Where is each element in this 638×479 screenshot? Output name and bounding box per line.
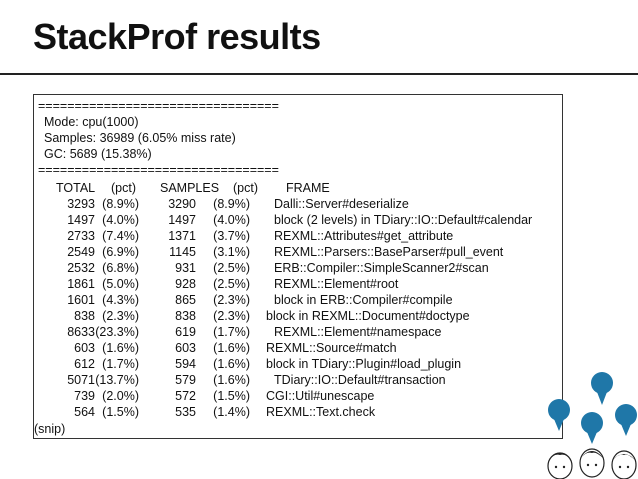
row-frame: TDiary::IO::Default#transaction [274, 373, 446, 387]
gc-line: GC: 5689 (15.38%) [44, 147, 152, 161]
row-total: 2733 [67, 229, 95, 243]
samples-line: Samples: 36989 (6.05% miss rate) [44, 131, 236, 145]
row-total-pct: (4.3%) [102, 293, 139, 307]
row-samples-pct: (1.4%) [213, 405, 250, 419]
row-frame: REXML::Text.check [266, 405, 376, 419]
slide-title: StackProf results [33, 16, 321, 57]
row-total: 603 [74, 341, 95, 355]
separator-bottom: ================================= [38, 163, 279, 177]
row-frame: ERB::Compiler::SimpleScanner2#scan [274, 261, 489, 275]
row-total-pct: (2.3%) [102, 309, 139, 323]
row-samples-pct: (2.3%) [213, 309, 250, 323]
row-samples-pct: (1.6%) [213, 357, 250, 371]
col-total: TOTAL [56, 181, 96, 195]
row-frame: block in ERB::Compiler#compile [274, 293, 453, 307]
row-samples-pct: (3.7%) [213, 229, 250, 243]
speech-bubbles-people-icon [538, 367, 638, 479]
row-frame: block (2 levels) in TDiary::IO::Default#calendar [274, 213, 533, 227]
col-samples: SAMPLES [160, 181, 220, 195]
row-total: 1601 [67, 293, 95, 307]
separator-top: ================================= [38, 99, 279, 113]
row-frame: block in REXML::Document#doctype [266, 309, 470, 323]
row-total: 1861 [67, 277, 95, 291]
col-samples-pct: (pct) [233, 181, 258, 195]
row-samples: 594 [175, 357, 196, 371]
row-samples: 572 [175, 389, 196, 403]
mode-line: Mode: cpu(1000) [44, 115, 139, 129]
row-samples: 603 [175, 341, 196, 355]
row-samples-pct: (2.5%) [213, 261, 250, 275]
row-total: 564 [74, 405, 95, 419]
row-samples: 1371 [168, 229, 196, 243]
row-total-pct: (7.4%) [102, 229, 139, 243]
row-samples: 865 [175, 293, 196, 307]
row-samples: 579 [175, 373, 196, 387]
profiler-output [33, 94, 563, 439]
row-samples: 838 [175, 309, 196, 323]
row-total: 1497 [67, 213, 95, 227]
row-total-pct: (13.7%) [95, 373, 139, 387]
row-samples-pct: (1.5%) [213, 389, 250, 403]
row-samples-pct: (1.6%) [213, 341, 250, 355]
row-frame: block in TDiary::Plugin#load_plugin [266, 357, 462, 371]
row-total: 2549 [67, 245, 95, 259]
row-total-pct: (4.0%) [102, 213, 139, 227]
row-total: 8633 [67, 325, 95, 339]
row-total-pct: (23.3%) [95, 325, 139, 339]
row-total-pct: (1.7%) [102, 357, 139, 371]
row-frame: CGI::Util#unescape [266, 389, 375, 403]
col-frame: FRAME [286, 181, 330, 195]
row-samples: 3290 [168, 197, 196, 211]
row-frame: REXML::Element#namespace [274, 325, 442, 339]
row-samples-pct: (2.3%) [213, 293, 250, 307]
row-samples: 1497 [168, 213, 196, 227]
row-samples: 535 [175, 405, 196, 419]
row-frame: REXML::Element#root [274, 277, 399, 291]
row-samples-pct: (1.6%) [213, 373, 250, 387]
row-samples: 928 [175, 277, 196, 291]
row-total: 739 [74, 389, 95, 403]
row-samples-pct: (2.5%) [213, 277, 250, 291]
snip-line: (snip) [34, 422, 66, 436]
col-total-pct: (pct) [111, 181, 136, 195]
row-total-pct: (2.0%) [102, 389, 139, 403]
row-frame: REXML::Attributes#get_attribute [274, 229, 454, 243]
row-total: 3293 [67, 197, 95, 211]
row-total: 2532 [67, 261, 95, 275]
row-samples-pct: (1.7%) [213, 325, 250, 339]
row-total-pct: (5.0%) [102, 277, 139, 291]
row-total-pct: (1.6%) [102, 341, 139, 355]
row-total-pct: (6.9%) [102, 245, 139, 259]
row-samples-pct: (4.0%) [213, 213, 250, 227]
title-divider [0, 73, 638, 75]
row-total-pct: (6.8%) [102, 261, 139, 275]
row-frame: Dalli::Server#deserialize [274, 197, 409, 211]
row-total: 838 [74, 309, 95, 323]
row-total-pct: (1.5%) [102, 405, 139, 419]
row-total: 612 [74, 357, 95, 371]
row-samples-pct: (3.1%) [213, 245, 250, 259]
row-total: 5071 [67, 373, 95, 387]
row-total-pct: (8.9%) [102, 197, 139, 211]
row-samples: 931 [175, 261, 196, 275]
row-samples: 1145 [169, 245, 196, 259]
row-samples-pct: (8.9%) [213, 197, 250, 211]
row-frame: REXML::Source#match [266, 341, 397, 355]
row-samples: 619 [175, 325, 196, 339]
row-frame: REXML::Parsers::BaseParser#pull_event [274, 245, 504, 259]
